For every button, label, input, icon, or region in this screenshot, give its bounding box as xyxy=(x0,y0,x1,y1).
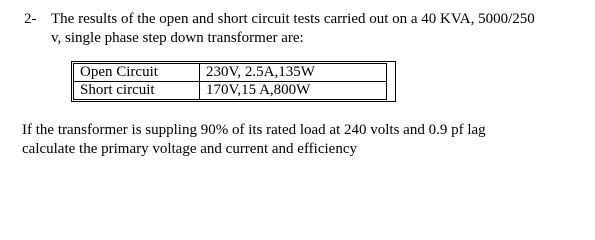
question-task-line: calculate the primary voltage and current and efficiency xyxy=(22,141,357,157)
question-task-line: If the transformer is suppling 90% of its rated load at 240 volts and 0.9 pf lag xyxy=(22,122,486,138)
table-row-short-circuit xyxy=(74,82,387,100)
table-row-open-circuit xyxy=(74,64,387,82)
question-number: 2- xyxy=(24,11,37,27)
test-value-open-circuit: 230V, 2.5A,135W xyxy=(200,64,387,82)
question-task xyxy=(22,121,582,159)
test-results-table xyxy=(73,63,387,100)
test-value-short-circuit: 170V,15 A,800W xyxy=(200,82,387,100)
question-intro xyxy=(51,10,586,48)
question-intro-line: v, single phase step down transformer are: xyxy=(51,30,304,46)
test-label-short-circuit: Short circuit xyxy=(74,82,200,100)
test-label-open-circuit: Open Circuit xyxy=(74,64,200,82)
question-intro-line: The results of the open and short circuit tests carried out on a 40 KVA, 5000/250 xyxy=(51,11,535,27)
